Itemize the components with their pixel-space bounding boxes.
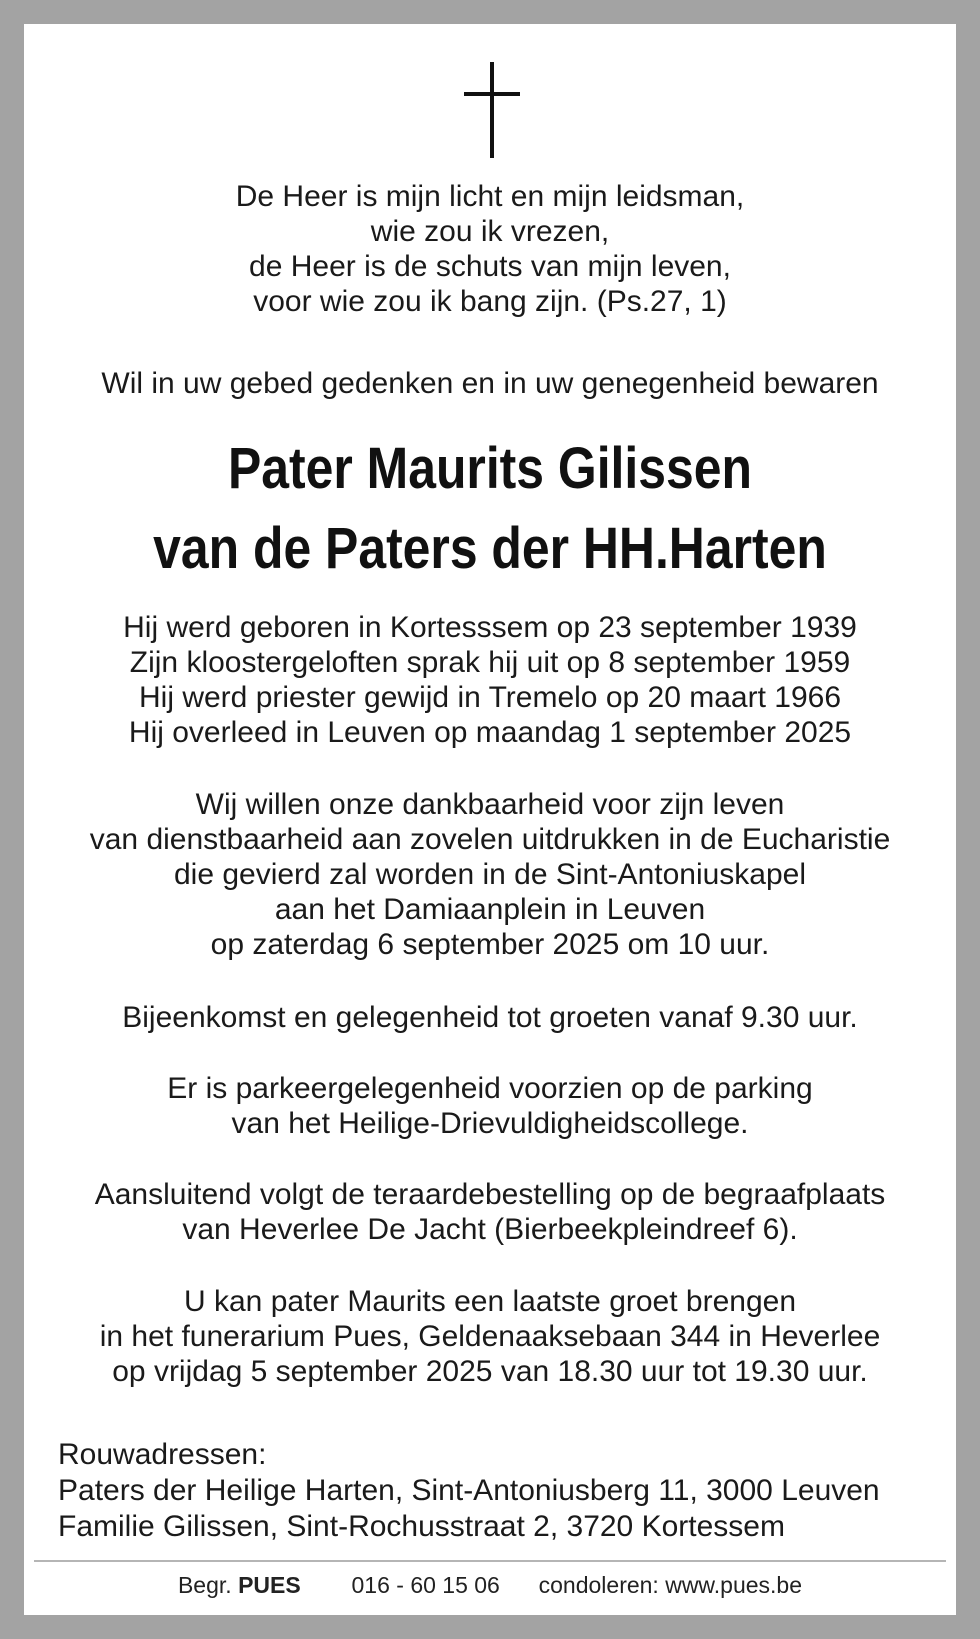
footer-divider [34,1560,946,1562]
burial-line: Aansluitend volgt de teraardebestelling op de begraafplaats [94,1178,886,1211]
undertaker-prefix: Begr. [177,1572,232,1598]
parking-info [0,1071,980,1141]
condolence-website: condoleren: www.pues.be [538,1572,803,1598]
burial-line: van Heverlee De Jacht (Bierbeekpleindreef 6). [182,1213,798,1246]
visitation-line: U kan pater Maurits een laatste groet brengen [183,1285,797,1318]
burial-info [0,1177,980,1247]
footer [0,1570,980,1600]
congregation-name: van de Paters der HH.Harten [153,516,827,581]
undertaker-name: PUES [238,1572,301,1598]
eucharist-line: aan het Damiaanplein in Leuven [274,893,706,926]
eucharist-line: op zaterdag 6 september 2025 om 10 uur. [210,928,770,961]
visitation-line: op vrijdag 5 september 2025 van 18.30 uur tot 19.30 uur. [112,1355,868,1388]
psalm-line: de Heer is de schuts van mijn leven, [249,250,731,283]
psalm-line: voor wie zou ik bang zijn. (Ps.27, 1) [253,285,727,318]
undertaker-phone: 016 - 60 15 06 [351,1572,500,1598]
gathering-info [0,1000,980,1035]
psalm-line: wie zou ik vrezen, [370,215,610,248]
visitation-info [0,1284,980,1389]
biography-line: Hij werd priester gewijd in Tremelo op 20 maart 1966 [139,681,841,714]
condolence-addresses [58,1437,880,1545]
cross-icon [464,62,520,158]
deceased-name: Pater Maurits Gilissen [228,436,752,501]
eucharist-info [0,787,980,962]
biography [0,610,980,750]
biography-line: Zijn kloostergeloften sprak hij uit op 8 september 1959 [129,646,851,679]
address-line: Paters der Heilige Harten, Sint-Antoniusberg 11, 3000 Leuven [58,1474,880,1507]
intro-line: Wil in uw gebed gedenken en in uw genegenheid bewaren [101,367,879,400]
gathering-line: Bijeenkomst en gelegenheid tot groeten vanaf 9.30 uur. [122,1001,858,1034]
biography-line: Hij werd geboren in Kortesssem op 23 september 1939 [123,611,857,644]
biography-line: Hij overleed in Leuven op maandag 1 september 2025 [128,716,852,749]
address-line: Familie Gilissen, Sint-Rochusstraat 2, 3720 Kortessem [58,1510,785,1543]
visitation-line: in het funerarium Pues, Geldenaaksebaan 344 in Heverlee [99,1320,881,1353]
psalm-line: De Heer is mijn licht en mijn leidsman, [235,180,745,213]
eucharist-line: van dienstbaarheid aan zovelen uitdrukken in de Eucharistie [89,823,891,856]
eucharist-line: Wij willen onze dankbaarheid voor zijn leven [195,788,785,821]
parking-line: Er is parkeergelegenheid voorzien op de parking [167,1072,813,1105]
parking-line: van het Heilige-Drievuldigheidscollege. [231,1107,749,1140]
addresses-title: Rouwadressen: [58,1438,267,1471]
intro-text [0,366,980,401]
psalm-verse [0,179,980,319]
eucharist-line: die gevierd zal worden in de Sint-Antoniuskapel [173,858,807,891]
